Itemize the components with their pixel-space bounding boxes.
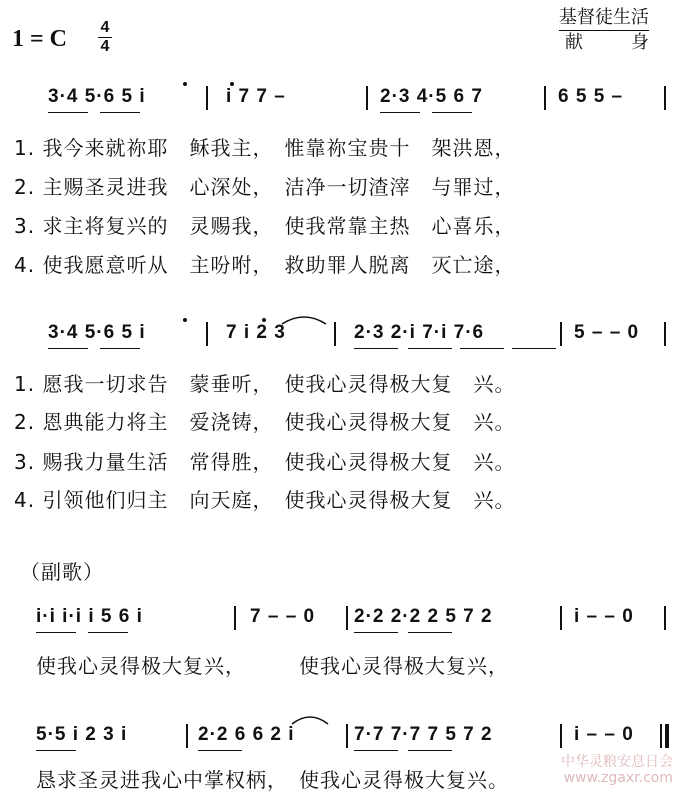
measure-3-2: 7 – – 0 (250, 606, 316, 627)
measure-4-3: 7·7 7·7 7 5 7 2 (354, 724, 493, 745)
song-category-header (559, 6, 697, 55)
watermark-logo (561, 754, 673, 786)
chorus-label: （副歌） (20, 560, 104, 584)
verse-2-line-2: 2. 恩典能力将主 爱浇铸， 使我心灵得极大复 兴。 (14, 410, 516, 434)
watermark-url: www.zgaxr.com (563, 770, 673, 786)
song-title: 献身 (565, 32, 697, 53)
measure-1-1: 3·4 5·6 5 i (48, 86, 146, 107)
time-signature-top: 4 (100, 19, 110, 36)
time-signature (98, 20, 112, 55)
measure-2-1: 3·4 5·6 5 i (48, 322, 146, 343)
final-line: 恳求圣灵进我心中掌权柄， 使我心灵得极大复兴。 (36, 768, 509, 792)
measure-1-4: 6 5 5 – (558, 86, 624, 107)
verse-3-line-2: 3. 赐我力量生活 常得胜， 使我心灵得极大复 兴。 (14, 450, 516, 474)
key-signature: 1 = C (12, 26, 68, 52)
tie-arc (280, 312, 328, 326)
tie-arc-2 (290, 712, 330, 726)
measure-1-3: 2·3 4·5 6 7 (380, 86, 483, 107)
watermark-text: 中华灵粮安息日会 (561, 754, 673, 770)
measure-1-2: i 7 7 – (226, 86, 286, 107)
verse-4-line-1: 4. 使我愿意听从 主吩咐， 救助罪人脱离 灭亡途， (14, 253, 516, 277)
verse-3-line-1: 3. 求主将复兴的 灵赐我， 使我常靠主热 心喜乐， (14, 214, 516, 238)
chorus-line-1: 使我心灵得极大复兴， 使我心灵得极大复兴， (36, 654, 509, 678)
measure-3-1: i·i i·i i 5 6 i (36, 606, 143, 627)
verse-1-line-2: 1. 愿我一切求告 蒙垂听， 使我心灵得极大复 兴。 (14, 372, 516, 396)
category-label: 基督徒生活 (559, 6, 649, 31)
measure-2-3: 2·3 2·i 7·i 7·6 (354, 322, 485, 343)
measure-3-4: i – – 0 (574, 606, 634, 627)
measure-4-1: 5·5 i 2 3 i (36, 724, 128, 745)
measure-3-3: 2·2 2·2 2 5 7 2 (354, 606, 493, 627)
verse-4-line-2: 4. 引领他们归主 向天庭， 使我心灵得极大复 兴。 (14, 488, 516, 512)
measure-4-2: 2·2 6 6 2 i (198, 724, 295, 745)
measure-4-4: i – – 0 (574, 724, 634, 745)
verse-2-line-1: 2. 主赐圣灵进我 心深处， 洁净一切渣滓 与罪过， (14, 175, 516, 199)
time-signature-bottom: 4 (100, 38, 110, 55)
measure-2-2: 7 i 2 3 (226, 322, 286, 343)
verse-1-line-1: 1. 我今来就祢耶 稣我主， 惟靠祢宝贵十 架洪恩， (14, 136, 516, 160)
measure-2-4: 5 – – 0 (574, 322, 640, 343)
